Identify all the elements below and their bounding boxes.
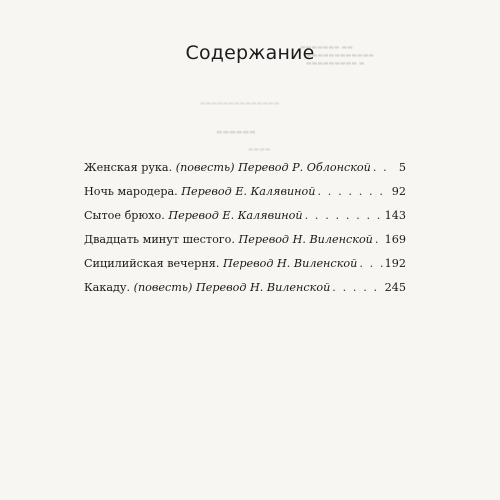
bleed-through-mark: ▬▬▬▬▬▬▬ ▬▬ [300, 44, 353, 51]
toc-entry-text [84, 156, 371, 180]
toc-entry-text [84, 204, 303, 228]
bleed-through-mark: ▬▬▬▬▬▬▬▬▬ ▬ [306, 60, 365, 67]
toc-entry-text [84, 180, 315, 204]
toc-entry-page: 143 [384, 209, 406, 222]
toc-entry [84, 276, 406, 300]
toc-entry-title: Какаду. [84, 281, 131, 294]
leader-dots [375, 228, 383, 252]
toc-entry [84, 156, 406, 180]
leader-dots [317, 180, 389, 204]
toc-entry-page: 5 [398, 161, 406, 174]
bleed-through-mark: ▬▬▬▬▬▬ [216, 128, 256, 136]
toc-entry-page: 245 [384, 281, 406, 294]
bleed-through-mark: ▬▬▬▬▬▬▬▬▬▬▬▬▬▬ [200, 100, 280, 107]
leader-dots [359, 252, 382, 276]
toc-entry-text [84, 228, 373, 252]
toc-entry-translator: Перевод Н. Виленской [222, 257, 358, 270]
toc-entry-text [84, 276, 330, 300]
toc-entry-text [84, 252, 357, 276]
toc-entry-translator: Перевод Н. Виленской [195, 281, 331, 294]
toc-entry-translator: Перевод Н. Виленской [238, 233, 373, 246]
toc-entry-title: Сытое брюхо. [84, 209, 165, 222]
toc-entry-note: (повесть) [175, 161, 235, 174]
page-title: Содержание [185, 42, 315, 64]
leader-dots [332, 276, 382, 300]
toc-entry-title: Ночь мародера. [84, 185, 178, 198]
toc-entry [84, 204, 406, 228]
toc-entry-page: 169 [384, 233, 406, 246]
toc-entry [84, 180, 406, 204]
toc-entry-title: Двадцать минут шестого. [84, 233, 235, 246]
toc-entry-translator: Перевод Е. Калявиной [168, 209, 303, 222]
toc-entry-title: Сицилийская вечерня. [84, 257, 220, 270]
toc-entry [84, 228, 406, 252]
toc-entry-title: Женская рука. [84, 161, 173, 174]
toc-entry-translator: Перевод Р. Облонской [238, 161, 371, 174]
toc-entry-page: 192 [384, 257, 406, 270]
bleed-through-mark: ▬▬▬▬ [248, 146, 271, 153]
toc-entry-page: 92 [391, 185, 406, 198]
leader-dots [305, 204, 383, 228]
toc-entry [84, 252, 406, 276]
toc-entry-translator: Перевод Е. Калявиной [181, 185, 316, 198]
bleed-through-mark: ▬▬▬▬▬▬▬▬▬▬▬▬ [306, 52, 375, 59]
table-of-contents [84, 156, 406, 300]
leader-dots [373, 156, 390, 180]
toc-entry-note: (повесть) [133, 281, 193, 294]
